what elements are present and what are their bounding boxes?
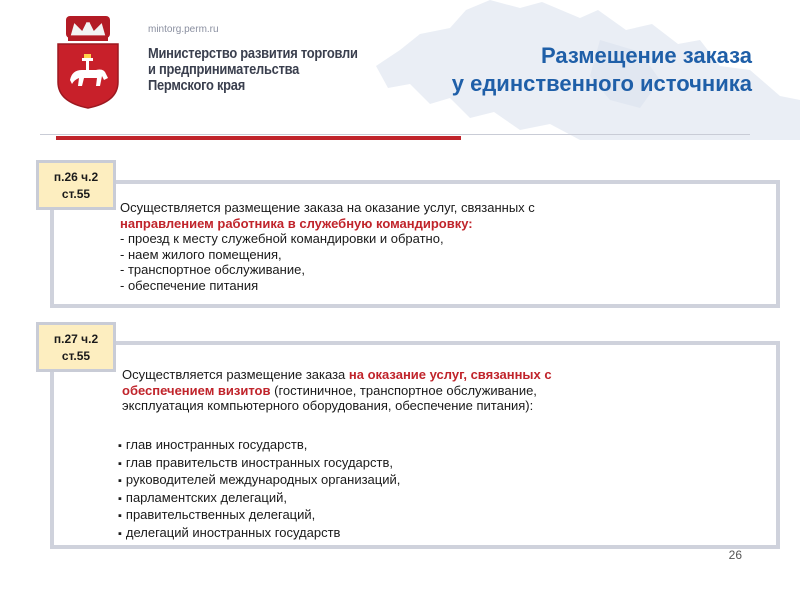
page-number: 26 <box>728 548 742 562</box>
header-divider <box>40 134 750 135</box>
article-26-panel <box>50 180 780 308</box>
article-27-text <box>122 367 552 414</box>
article-26-highlight: направлением работника в служебную командировку: <box>120 215 473 231</box>
badge-line: п.27 ч.2 <box>53 332 99 346</box>
ministry-line: Министерство развития торговли <box>148 45 358 62</box>
article-27-badge <box>36 322 116 372</box>
list-item: - проезд к месту служебной командировки и обратно, <box>120 231 444 246</box>
list-item: ▪ глав иностранных государств, <box>118 437 400 455</box>
list-item: - транспортное обслуживание, <box>120 262 305 277</box>
ministry-name <box>148 46 389 94</box>
article-27-highlight: на оказание услуг, связанных с <box>348 367 552 382</box>
article-27-detail: (гостиничное, транспортное обслуживание, <box>270 382 537 398</box>
article-27-line-2 <box>122 383 552 399</box>
article-27-line-1 <box>122 367 552 383</box>
list-item: ▪ руководителей международных организаций, <box>118 472 400 490</box>
article-27-panel <box>50 341 780 549</box>
badge-line: ст.55 <box>61 349 91 363</box>
article-27-line-3: эксплуатация компьютерного оборудования, обеспечение питания): <box>122 398 534 413</box>
list-item: ▪ глав правительств иностранных государств, <box>118 455 400 473</box>
perm-krai-coat-of-arms <box>52 14 124 110</box>
list-item: ▪ парламентских делегаций, <box>118 490 400 508</box>
article-26-badge <box>36 160 116 210</box>
badge-line: п.26 ч.2 <box>53 170 99 184</box>
ministry-line: Пермского края <box>148 77 245 94</box>
visits-bullet-list <box>118 437 400 542</box>
list-item: ▪ делегаций иностранных государств <box>118 525 400 543</box>
article-27-intro: Осуществляется размещение заказа <box>122 367 349 382</box>
article-26-text <box>120 200 535 293</box>
slide-header <box>0 0 800 140</box>
article-26-intro: Осуществляется размещение заказа на оказание услуг, связанных с <box>120 200 535 215</box>
list-item: - наем жилого помещения, <box>120 246 282 262</box>
slide-title-line: Размещение заказа <box>540 43 752 68</box>
list-item: ▪ правительственных делегаций, <box>118 507 400 525</box>
list-item: - обеспечение питания <box>120 277 259 293</box>
site-url: mintorg.perm.ru <box>148 24 219 35</box>
slide-title-line: у единственного источника <box>451 71 752 96</box>
article-27-highlight: обеспечением визитов <box>122 382 271 398</box>
slide-title <box>452 42 752 98</box>
badge-line: ст.55 <box>61 187 91 201</box>
ministry-line: и предпринимательства <box>148 61 300 78</box>
header-accent-bar <box>56 136 461 140</box>
